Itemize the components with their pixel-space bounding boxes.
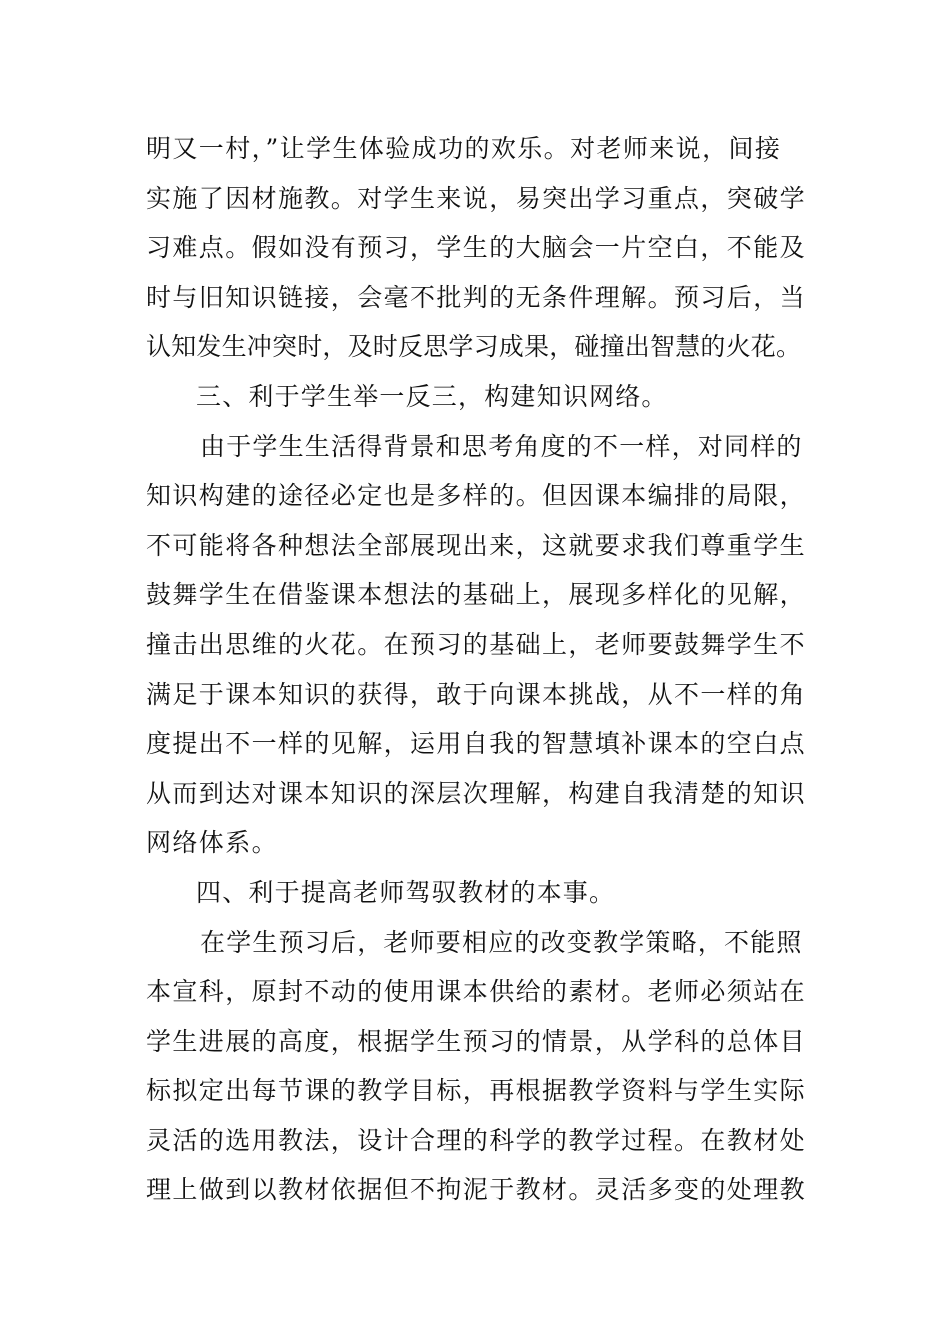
text-line: 灵活的选用教法，设计合理的科学的教学过程。在教材处 xyxy=(146,1125,806,1155)
text-line: 不可能将各种想法全部展现出来，这就要求我们尊重学生 xyxy=(146,530,806,560)
text-line: 时与旧知识链接，会毫不批判的无条件理解。预习后，当 xyxy=(146,282,806,312)
text-line: 习难点。假如没有预习，学生的大脑会一片空白，不能及 xyxy=(146,233,806,263)
text-line: 明又一村，”让学生体验成功的欢乐。对老师来说，间接 xyxy=(146,134,782,163)
text-line: 标拟定出每节课的教学目标，再根据教学资料与学生实际 xyxy=(146,1076,806,1106)
text-line: 本宣科，原封不动的使用课本供给的素材。老师必须站在 xyxy=(146,977,806,1007)
text-line: 鼓舞学生在借鉴课本想法的基础上，展现多样化的见解， xyxy=(146,580,806,610)
text-line: 度提出不一样的见解，运用自我的智慧填补课本的空白点 xyxy=(146,729,806,759)
body-text xyxy=(146,124,806,1215)
text-line: 实施了因材施教。对学生来说，易突出学习重点，突破学 xyxy=(146,183,806,213)
text-line: 学生进展的高度，根据学生预习的情景，从学科的总体目 xyxy=(146,1026,806,1056)
text-line: 由于学生生活得背景和思考角度的不一样，对同样的 xyxy=(200,431,803,461)
text-line: 网络体系。 xyxy=(146,828,279,858)
text-line: 知识构建的途径必定也是多样的。但因课本编排的局限， xyxy=(146,481,806,511)
text-line: 认知发生冲突时，及时反思学习成果，碰撞出智慧的火花。 xyxy=(146,332,802,362)
text-line: 理上做到以教材依据但不拘泥于教材。灵活多变的处理教 xyxy=(146,1175,806,1205)
text-line: 满足于课本知识的获得，敢于向课本挑战，从不一样的角 xyxy=(146,679,806,709)
text-line: 在学生预习后，老师要相应的改变教学策略，不能照 xyxy=(200,927,803,957)
section-heading: 三、利于学生举一反三，构建知识网络。 xyxy=(196,381,668,411)
text-line: 撞击出思维的火花。在预习的基础上，老师要鼓舞学生不 xyxy=(146,629,806,659)
text-line: 从而到达对课本知识的深层次理解，构建自我清楚的知识 xyxy=(146,778,806,808)
section-heading: 四、利于提高老师驾驭教材的本事。 xyxy=(196,877,616,907)
